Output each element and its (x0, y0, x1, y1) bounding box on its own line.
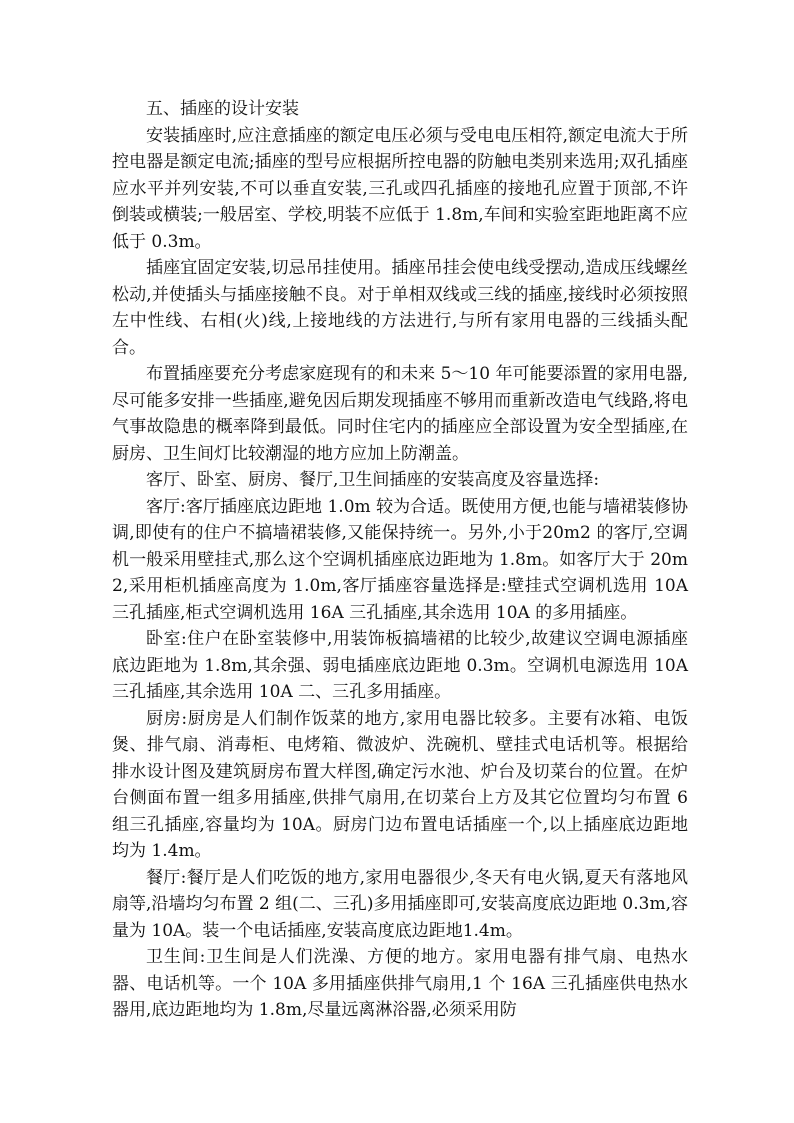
paragraph-bedroom: 卧室:住户在卧室装修中,用装饰板搞墙裙的比较少,故建议空调电源插座底边距地为 1.8m,其余强、弱电插座底边距地 0.3m。空调机电源选用 10A 三孔插座,其余选用 10A 二、三孔多用插座。 (112, 629, 688, 702)
paragraph-bathroom: 卫生间:卫生间是人们洗澡、方便的地方。家用电器有排气扇、电热水器、电话机等。一个 10A 多用插座供排气扇用,1 个 16A 三孔插座供电热水器用,底边距地均为 1.8m,尽量远离淋浴器,必须采用防 (112, 947, 688, 1020)
paragraph-room-overview: 客厅、卧室、厨房、餐厅,卫生间插座的安装高度及容量选择: (146, 470, 600, 490)
paragraph-socket-layout: 布置插座要充分考虑家庭现有的和未来 5～10 年可能要添置的家用电器,尽可能多安排一些插座,避免因后期发现插座不够用而重新改造电气线路,将电气事故隐患的概率降到最低。同时住宅内的插座应全部设置为安全型插座,在厨房、卫生间灯比较潮湿的地方应加上防潮盖。 (112, 364, 688, 464)
paragraph-socket-installation: 安装插座时,应注意插座的额定电压必须与受电电压相符,额定电流大于所控电器是额定电流;插座的型号应根据所控电器的防触电类别来选用;双孔插座应水平并列安装,不可以垂直安装,三孔或四孔插座的接地孔应置于顶部,不许倒装或横装;一般居室、学校,明装不应低于 1.8m,车间和实验室距地距离不应低于 0.3m。 (112, 125, 688, 252)
document-page (112, 96, 688, 1024)
paragraph-dining-room: 餐厅:餐厅是人们吃饭的地方,家用电器很少,冬天有电火锅,夏天有落地风扇等,沿墙均匀布置 2 组(二、三孔)多用插座即可,安装高度底边距地 0.3m,容量为 10A。装一个电话插座,安装高度底边距地1.4m。 (112, 867, 688, 941)
paragraph-fixed-installation: 插座宜固定安装,切忌吊挂使用。插座吊挂会使电线受摆动,造成压线螺丝松动,并使插头与插座接触不良。对于单相双线或三线的插座,接线时必须按照左中性线、右相(火)线,上接地线的方法进行,与所有家用电器的三线插头配合。 (112, 258, 688, 358)
section-heading: 五、插座的设计安装 (146, 99, 299, 119)
paragraph-kitchen: 厨房:厨房是人们制作饭菜的地方,家用电器比较多。主要有冰箱、电饭煲、排气扇、消毒柜、电烤箱、微波炉、洗碗机、壁挂式电话机等。根据给排水设计图及建筑厨房布置大样图,确定污水池、炉台及切菜台的位置。在炉台侧面布置一组多用插座,供排气扇用,在切菜台上方及其它位置均匀布置 6 组三孔插座,容量均为 10A。厨房门边布置电话插座一个,以上插座底边距地均为 1.4m。 (112, 708, 688, 861)
paragraph-living-room: 客厅:客厅插座底边距地 1.0m 较为合适。既使用方便,也能与墙裙装修协调,即使有的住户不搞墙裙装修,又能保持统一。另外,小于20m2 的客厅,空调机一般采用壁挂式,那么这个空调机插座底边距地为 1.8m。如客厅大于 20m2,采用柜机插座高度为 1.0m,客厅插座容量选择是:壁挂式空调机选用 10A 三孔插座,柜式空调机选用 16A 三孔插座,其余选用 10A 的多用插座。 (112, 496, 688, 623)
